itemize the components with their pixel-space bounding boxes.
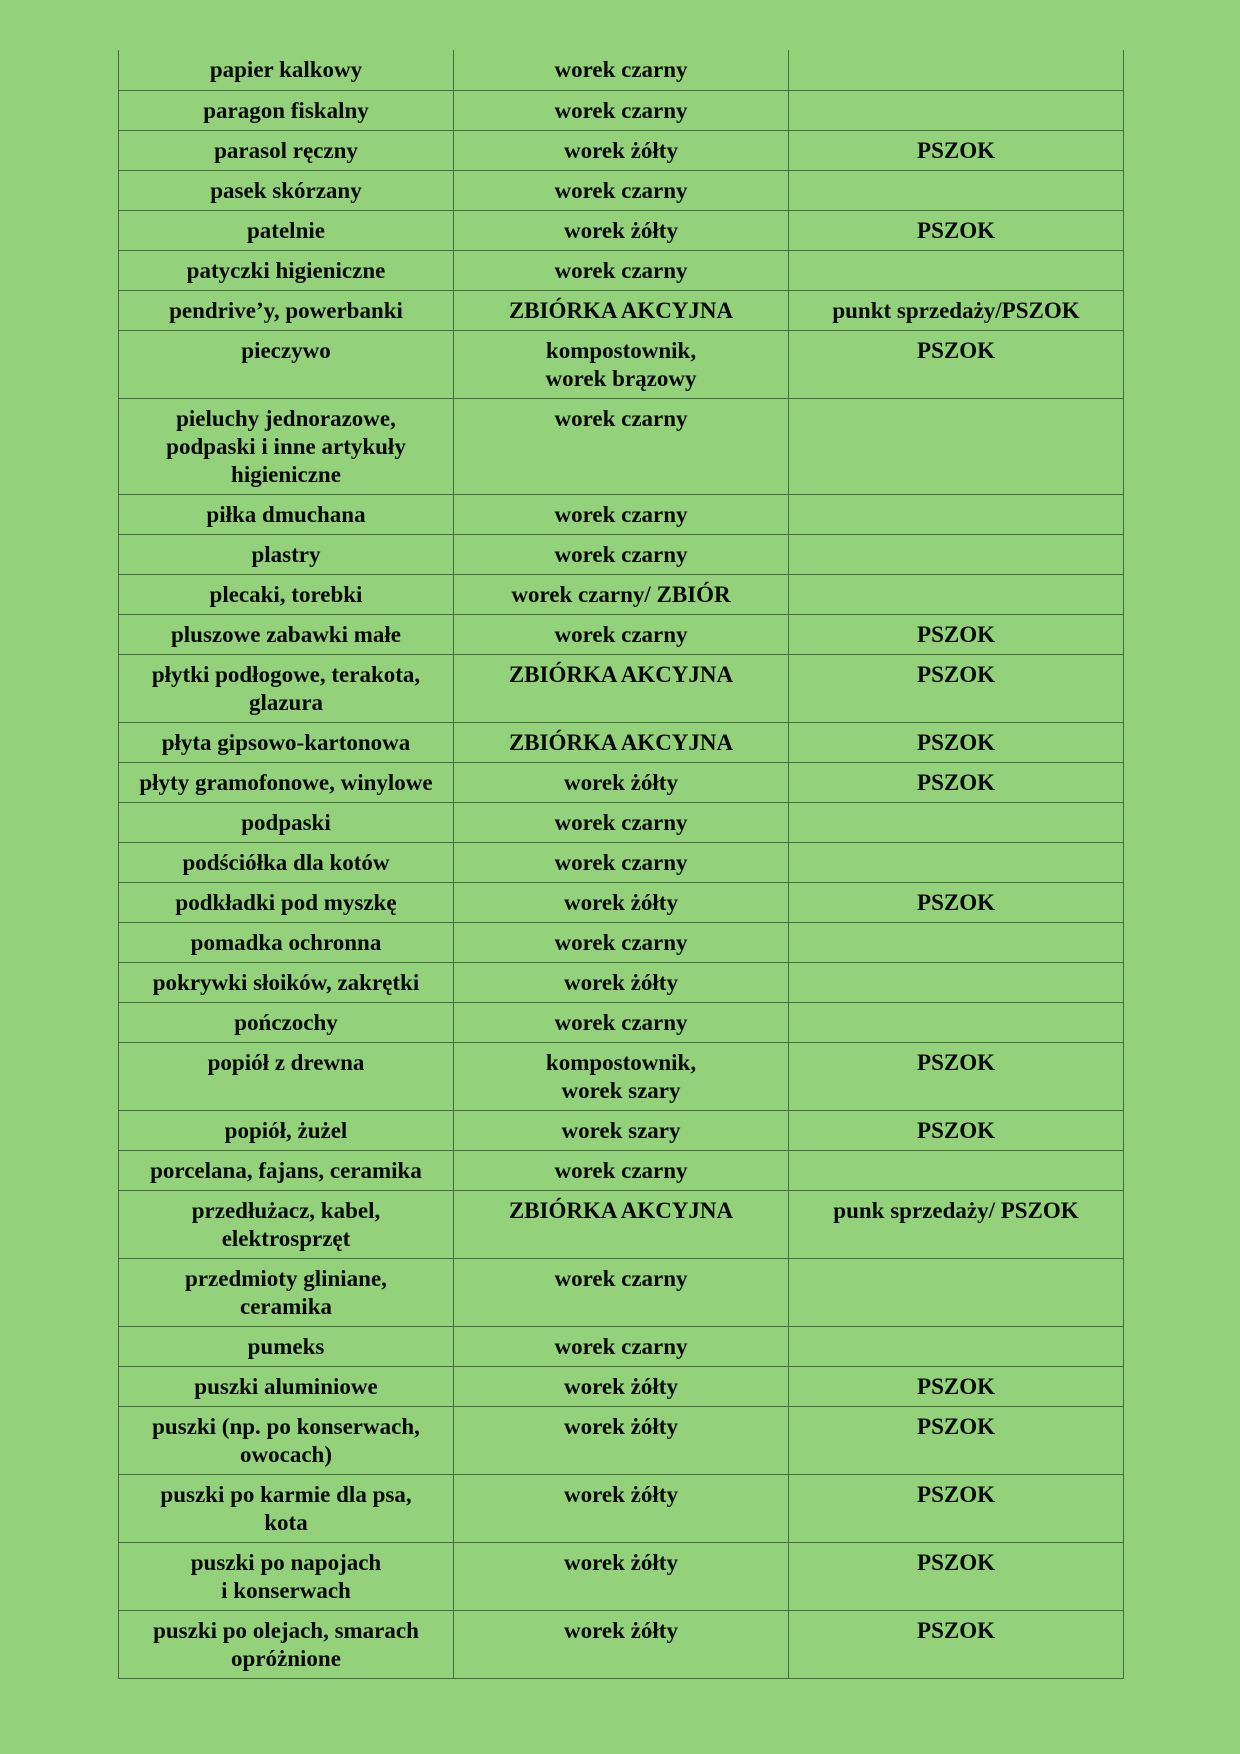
bin-cell: worek żółty xyxy=(454,1474,789,1542)
table-row xyxy=(119,290,1124,330)
table-row xyxy=(119,1610,1124,1678)
table-row xyxy=(119,170,1124,210)
bin-cell: kompostownik, worek brązowy xyxy=(454,330,789,398)
item-name-cell: pendrive’y, powerbanki xyxy=(119,290,454,330)
alternative-cell: PSZOK xyxy=(789,1042,1124,1110)
item-name-cell: pumeks xyxy=(119,1326,454,1366)
item-name-cell: pieluchy jednorazowe, podpaski i inne artykuły higieniczne xyxy=(119,398,454,494)
table-row xyxy=(119,574,1124,614)
table-row xyxy=(119,1258,1124,1326)
alternative-cell: punkt sprzedaży/PSZOK xyxy=(789,290,1124,330)
item-name-cell: pomadka ochronna xyxy=(119,922,454,962)
table-row xyxy=(119,330,1124,398)
bin-cell: worek czarny xyxy=(454,1326,789,1366)
alternative-cell xyxy=(789,1326,1124,1366)
alternative-cell: PSZOK xyxy=(789,330,1124,398)
bin-cell: worek żółty xyxy=(454,130,789,170)
bin-cell: worek żółty xyxy=(454,1406,789,1474)
table-row xyxy=(119,762,1124,802)
bin-cell: worek żółty xyxy=(454,762,789,802)
item-name-cell: puszki po napojach i konserwach xyxy=(119,1542,454,1610)
table-row xyxy=(119,654,1124,722)
alternative-cell xyxy=(789,494,1124,534)
bin-cell: worek czarny xyxy=(454,842,789,882)
item-name-cell: puszki po karmie dla psa, kota xyxy=(119,1474,454,1542)
table-row xyxy=(119,1150,1124,1190)
bin-cell: worek czarny xyxy=(454,398,789,494)
table-row xyxy=(119,1542,1124,1610)
item-name-cell: popiół, żużel xyxy=(119,1110,454,1150)
item-name-cell: puszki aluminiowe xyxy=(119,1366,454,1406)
alternative-cell xyxy=(789,50,1124,90)
bin-cell: worek czarny xyxy=(454,494,789,534)
table-row xyxy=(119,722,1124,762)
item-name-cell: puszki po olejach, smarach opróżnione xyxy=(119,1610,454,1678)
table-row xyxy=(119,250,1124,290)
alternative-cell xyxy=(789,170,1124,210)
table-row xyxy=(119,1366,1124,1406)
alternative-cell: PSZOK xyxy=(789,882,1124,922)
table-row xyxy=(119,1474,1124,1542)
alternative-cell xyxy=(789,574,1124,614)
item-name-cell: plastry xyxy=(119,534,454,574)
waste-sorting-table xyxy=(118,50,1124,1679)
item-name-cell: popiół z drewna xyxy=(119,1042,454,1110)
bin-cell: worek czarny xyxy=(454,50,789,90)
table-row xyxy=(119,1406,1124,1474)
table-row xyxy=(119,398,1124,494)
bin-cell: worek czarny xyxy=(454,922,789,962)
bin-cell: ZBIÓRKA AKCYJNA xyxy=(454,1190,789,1258)
alternative-cell xyxy=(789,90,1124,130)
table-body xyxy=(119,50,1124,1678)
bin-cell: ZBIÓRKA AKCYJNA xyxy=(454,290,789,330)
item-name-cell: podpaski xyxy=(119,802,454,842)
item-name-cell: pokrywki słoików, zakrętki xyxy=(119,962,454,1002)
bin-cell: worek czarny xyxy=(454,802,789,842)
bin-cell: ZBIÓRKA AKCYJNA xyxy=(454,722,789,762)
alternative-cell xyxy=(789,1002,1124,1042)
table-row xyxy=(119,1326,1124,1366)
alternative-cell: PSZOK xyxy=(789,722,1124,762)
alternative-cell xyxy=(789,922,1124,962)
table-row xyxy=(119,1002,1124,1042)
item-name-cell: płyta gipsowo-kartonowa xyxy=(119,722,454,762)
alternative-cell: PSZOK xyxy=(789,130,1124,170)
bin-cell: worek czarny xyxy=(454,614,789,654)
table-row xyxy=(119,1042,1124,1110)
alternative-cell xyxy=(789,398,1124,494)
item-name-cell: podściółka dla kotów xyxy=(119,842,454,882)
item-name-cell: płytki podłogowe, terakota, glazura xyxy=(119,654,454,722)
alternative-cell xyxy=(789,1150,1124,1190)
alternative-cell xyxy=(789,962,1124,1002)
alternative-cell: PSZOK xyxy=(789,1406,1124,1474)
bin-cell: worek czarny xyxy=(454,534,789,574)
bin-cell: worek czarny xyxy=(454,1150,789,1190)
item-name-cell: podkładki pod myszkę xyxy=(119,882,454,922)
alternative-cell: PSZOK xyxy=(789,1610,1124,1678)
bin-cell: worek żółty xyxy=(454,882,789,922)
item-name-cell: patelnie xyxy=(119,210,454,250)
bin-cell: worek czarny xyxy=(454,1258,789,1326)
bin-cell: worek żółty xyxy=(454,1610,789,1678)
table-row xyxy=(119,842,1124,882)
bin-cell: worek czarny xyxy=(454,1002,789,1042)
bin-cell: worek czarny/ ZBIÓR xyxy=(454,574,789,614)
bin-cell: worek żółty xyxy=(454,962,789,1002)
table-row xyxy=(119,882,1124,922)
alternative-cell: PSZOK xyxy=(789,1474,1124,1542)
bin-cell: worek czarny xyxy=(454,250,789,290)
bin-cell: worek żółty xyxy=(454,1366,789,1406)
item-name-cell: przedłużacz, kabel, elektrosprzęt xyxy=(119,1190,454,1258)
bin-cell: worek żółty xyxy=(454,1542,789,1610)
item-name-cell: paragon fiskalny xyxy=(119,90,454,130)
alternative-cell xyxy=(789,534,1124,574)
alternative-cell: PSZOK xyxy=(789,762,1124,802)
item-name-cell: patyczki higieniczne xyxy=(119,250,454,290)
bin-cell: worek żółty xyxy=(454,210,789,250)
table-row xyxy=(119,90,1124,130)
table-row xyxy=(119,802,1124,842)
table-row xyxy=(119,922,1124,962)
table-row xyxy=(119,534,1124,574)
alternative-cell: PSZOK xyxy=(789,210,1124,250)
alternative-cell xyxy=(789,842,1124,882)
table-row xyxy=(119,1190,1124,1258)
item-name-cell: pończochy xyxy=(119,1002,454,1042)
alternative-cell: punk sprzedaży/ PSZOK xyxy=(789,1190,1124,1258)
item-name-cell: parasol ręczny xyxy=(119,130,454,170)
table-row xyxy=(119,962,1124,1002)
alternative-cell xyxy=(789,802,1124,842)
item-name-cell: pasek skórzany xyxy=(119,170,454,210)
bin-cell: worek szary xyxy=(454,1110,789,1150)
table-row xyxy=(119,210,1124,250)
item-name-cell: pluszowe zabawki małe xyxy=(119,614,454,654)
bin-cell: worek czarny xyxy=(454,170,789,210)
alternative-cell: PSZOK xyxy=(789,654,1124,722)
bin-cell: kompostownik, worek szary xyxy=(454,1042,789,1110)
waste-sorting-table-page xyxy=(118,50,1123,1679)
table-row xyxy=(119,1110,1124,1150)
item-name-cell: papier kalkowy xyxy=(119,50,454,90)
table-row xyxy=(119,130,1124,170)
item-name-cell: pieczywo xyxy=(119,330,454,398)
alternative-cell: PSZOK xyxy=(789,1366,1124,1406)
item-name-cell: przedmioty gliniane, ceramika xyxy=(119,1258,454,1326)
alternative-cell xyxy=(789,1258,1124,1326)
bin-cell: ZBIÓRKA AKCYJNA xyxy=(454,654,789,722)
alternative-cell xyxy=(789,250,1124,290)
alternative-cell: PSZOK xyxy=(789,1542,1124,1610)
item-name-cell: plecaki, torebki xyxy=(119,574,454,614)
item-name-cell: piłka dmuchana xyxy=(119,494,454,534)
table-row xyxy=(119,494,1124,534)
alternative-cell: PSZOK xyxy=(789,1110,1124,1150)
alternative-cell: PSZOK xyxy=(789,614,1124,654)
bin-cell: worek czarny xyxy=(454,90,789,130)
item-name-cell: porcelana, fajans, ceramika xyxy=(119,1150,454,1190)
item-name-cell: puszki (np. po konserwach, owocach) xyxy=(119,1406,454,1474)
table-row xyxy=(119,614,1124,654)
item-name-cell: płyty gramofonowe, winylowe xyxy=(119,762,454,802)
table-row xyxy=(119,50,1124,90)
